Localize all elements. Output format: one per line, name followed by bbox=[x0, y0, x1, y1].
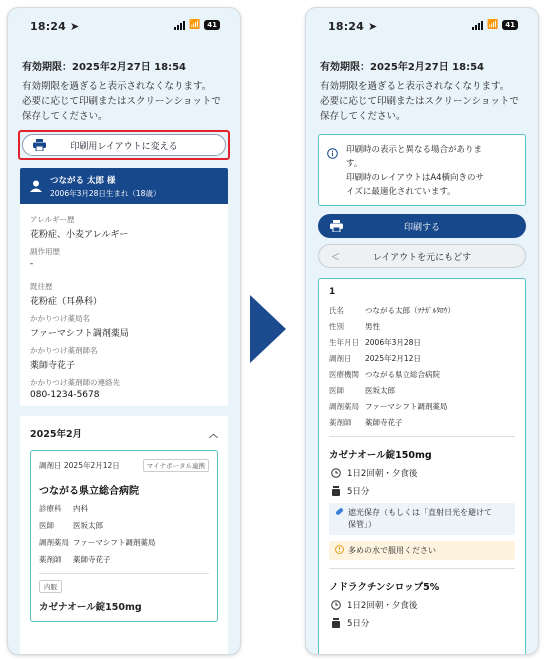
chevron-up-icon: ︿ bbox=[208, 429, 218, 440]
transition-arrow-icon bbox=[250, 295, 286, 363]
drug-usage: 1日2回朝・夕食後 bbox=[329, 467, 515, 479]
expiry-title: 有効期限：2025年2月27日 18:54 bbox=[22, 62, 187, 73]
expiry-section bbox=[306, 58, 538, 124]
drug-days: 5日分 bbox=[329, 617, 515, 629]
myna-portal-badge: マイナポータル連携 bbox=[143, 459, 209, 472]
chevron-left-icon: ＜ bbox=[331, 253, 341, 263]
caution-note: 多めの水で服用ください bbox=[329, 541, 515, 560]
status-bar bbox=[306, 8, 538, 42]
pill-icon bbox=[335, 507, 344, 531]
drug-name: ノドラクチンシロップ5% bbox=[329, 582, 440, 593]
record-row: 医師 医坂太郎 bbox=[329, 386, 395, 395]
record-number: 1 bbox=[329, 287, 336, 297]
expiry-section bbox=[8, 58, 240, 124]
printer-icon bbox=[33, 139, 46, 154]
divider bbox=[329, 436, 515, 437]
patient-name: つながる 太郎 様 bbox=[50, 175, 116, 186]
info-label: アレルギー歴 bbox=[30, 215, 75, 224]
info-value: 薬師寺花子 bbox=[30, 361, 76, 371]
record-row: 薬剤師 薬師寺花子 bbox=[329, 418, 403, 427]
info-value: 花粉症（耳鼻科） bbox=[30, 297, 103, 307]
alert-icon bbox=[335, 545, 344, 556]
record-row: 調剤日 2025年2月12日 bbox=[329, 354, 421, 363]
battery-icon: 41 bbox=[204, 20, 220, 30]
record-row: 氏名 つながる太郎（ﾂﾅｶﾞﾙﾀﾛｳ） bbox=[329, 306, 455, 315]
info-value: 花粉症、小麦アレルギー bbox=[30, 230, 129, 240]
month-section bbox=[20, 416, 228, 654]
print-notice: 印刷時の表示と異なる場合がありま す。 印刷時のレイアウトはA4横向きのサ イズに最適化されています。 bbox=[318, 134, 526, 206]
print-layout-button[interactable]: 印刷用レイアウトに変える bbox=[22, 134, 226, 156]
highlight-box bbox=[18, 130, 230, 160]
phone-screen-after bbox=[306, 8, 538, 654]
month-accordion-header[interactable] bbox=[30, 416, 218, 450]
drug-usage: 1日2回朝・夕食後 bbox=[329, 599, 515, 611]
medication-type-badge: 内服 bbox=[39, 580, 62, 593]
printer-icon bbox=[330, 220, 343, 235]
medicine-icon bbox=[329, 486, 343, 496]
info-label: かかりつけ薬局名 bbox=[30, 314, 90, 323]
visit-row: 医師 医坂太郎 bbox=[39, 521, 103, 530]
patient-dob: 2006年3月28日生まれ（18歳） bbox=[50, 188, 161, 198]
record-row: 生年月日 2006年3月28日 bbox=[329, 338, 421, 347]
expiry-message: 有効期限を過ぎると表示されなくなります。 必要に応じて印刷またはスクリーンショットで 保存してください。 bbox=[22, 81, 221, 122]
print-button[interactable]: 印刷する bbox=[318, 214, 526, 238]
info-label: 既往歴 bbox=[30, 282, 53, 291]
info-value: ファーマシフト調剤薬局 bbox=[30, 329, 129, 339]
signal-icon bbox=[472, 21, 483, 30]
patient-header bbox=[20, 168, 228, 204]
info-icon bbox=[327, 144, 338, 199]
print-preview-card bbox=[318, 278, 526, 654]
wifi-icon: 📶 bbox=[189, 19, 201, 30]
month-title: 2025年2月 bbox=[30, 429, 83, 440]
status-bar bbox=[8, 8, 240, 42]
restore-layout-button[interactable]: ＜ レイアウトを元にもどす bbox=[318, 244, 526, 268]
storage-note: 遮光保存（もしくは「直射日光を避けて 保管」） bbox=[329, 503, 515, 535]
status-time: 18:24 ➤ bbox=[30, 20, 80, 33]
clock-icon bbox=[329, 468, 343, 478]
wifi-icon: 📶 bbox=[487, 19, 499, 30]
drug-name: カゼナオール錠150mg bbox=[39, 602, 142, 613]
record-row: 調剤薬局 ファーマシフト調剤薬局 bbox=[329, 402, 448, 411]
info-label: 副作用歴 bbox=[30, 247, 60, 256]
info-label: かかりつけ薬剤師名 bbox=[30, 346, 98, 355]
expiry-message: 有効期限を過ぎると表示されなくなります。 必要に応じて印刷またはスクリーンショットで 保存してください。 bbox=[320, 81, 519, 122]
info-label: かかりつけ薬剤師の連絡先 bbox=[30, 378, 120, 387]
info-value: - bbox=[30, 259, 34, 269]
visit-row: 診療科 内科 bbox=[39, 504, 88, 513]
info-value: 080-1234-5678 bbox=[30, 390, 100, 400]
patient-info-card bbox=[20, 204, 228, 406]
visit-card[interactable] bbox=[30, 450, 218, 622]
person-icon bbox=[30, 177, 42, 196]
drug-days: 5日分 bbox=[329, 485, 515, 497]
hospital-name: つながる県立総合病院 bbox=[39, 486, 139, 497]
dispense-date: 調剤日 2025年2月12日 bbox=[39, 461, 120, 470]
status-time: 18:24 ➤ bbox=[328, 20, 378, 33]
expiry-title: 有効期限：2025年2月27日 18:54 bbox=[320, 62, 485, 73]
record-row: 医療機関 つながる県立総合病院 bbox=[329, 370, 440, 379]
record-row: 性別 男性 bbox=[329, 322, 380, 331]
battery-icon: 41 bbox=[502, 20, 518, 30]
divider bbox=[39, 573, 209, 574]
divider bbox=[329, 568, 515, 569]
visit-row: 調剤薬局 ファーマシフト調剤薬局 bbox=[39, 538, 156, 547]
visit-row: 薬剤師 薬師寺花子 bbox=[39, 555, 111, 564]
signal-icon bbox=[174, 21, 185, 30]
phone-screen-before bbox=[8, 8, 240, 654]
medicine-icon bbox=[329, 618, 343, 628]
clock-icon bbox=[329, 600, 343, 610]
drug-name: カゼナオール錠150mg bbox=[329, 450, 432, 461]
